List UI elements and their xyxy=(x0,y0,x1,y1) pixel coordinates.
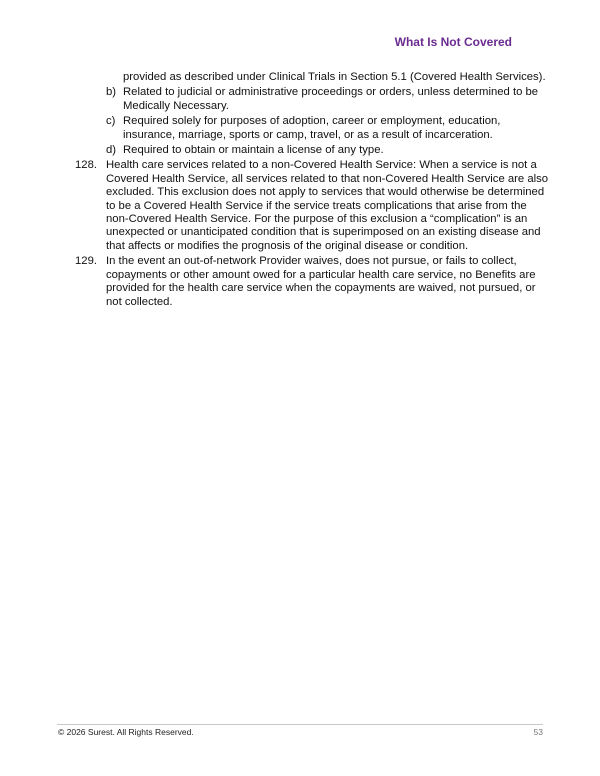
sub-list-text: Required to obtain or maintain a license of any type. xyxy=(123,144,384,157)
sub-list-item-d xyxy=(106,144,549,157)
document-body xyxy=(75,71,549,311)
numbered-item-marker: 129. xyxy=(75,255,97,268)
footer-page-number: 53 xyxy=(533,727,543,737)
footer-divider xyxy=(57,724,543,725)
numbered-item-129 xyxy=(75,255,549,309)
sub-list-marker: c) xyxy=(106,115,116,128)
sub-list-text: Related to judicial or administrative proceedings or orders, unless determined to be Medically Necessary. xyxy=(123,86,539,112)
continuation-paragraph: provided as described under Clinical Trials in Section 5.1 (Covered Health Services). xyxy=(123,71,546,83)
numbered-item-text: In the event an out-of-network Provider waives, does not pursue, or fails to collect, copayments or other amount owed for a particular health care service, no Benefits are provided for the health care service when the copayments are waived, not pursued, or not collected. xyxy=(106,255,536,308)
sub-list-text: Required solely for purposes of adoption, career or employment, education, insurance, marriage, sports or camp, travel, or as a result of incarceration. xyxy=(123,115,501,141)
page-header-title: What Is Not Covered xyxy=(394,35,512,49)
sub-list-marker: d) xyxy=(106,144,117,157)
footer-copyright: © 2026 Surest. All Rights Reserved. xyxy=(58,727,194,737)
sub-list-item-b xyxy=(106,86,549,113)
sub-list-marker: b) xyxy=(106,86,117,99)
sub-list-item-c xyxy=(106,115,549,142)
numbered-item-marker: 128. xyxy=(75,159,97,172)
numbered-item-text: Health care services related to a non-Covered Health Service: When a service is not a Covered Health Service, all services related to that non-Covered Health Service are also excluded. This exclusion does not apply to services that would otherwise be determined to be a Covered Health Service if the service treats complications that arise from the non-Covered Health Service. For the purpose of this exclusion a “complication” is an unexpected or unanticipated condition that is superimposed on an existing disease and that affects or modifies the prognosis of the original disease or condition. xyxy=(106,159,549,252)
numbered-item-128 xyxy=(75,159,549,253)
